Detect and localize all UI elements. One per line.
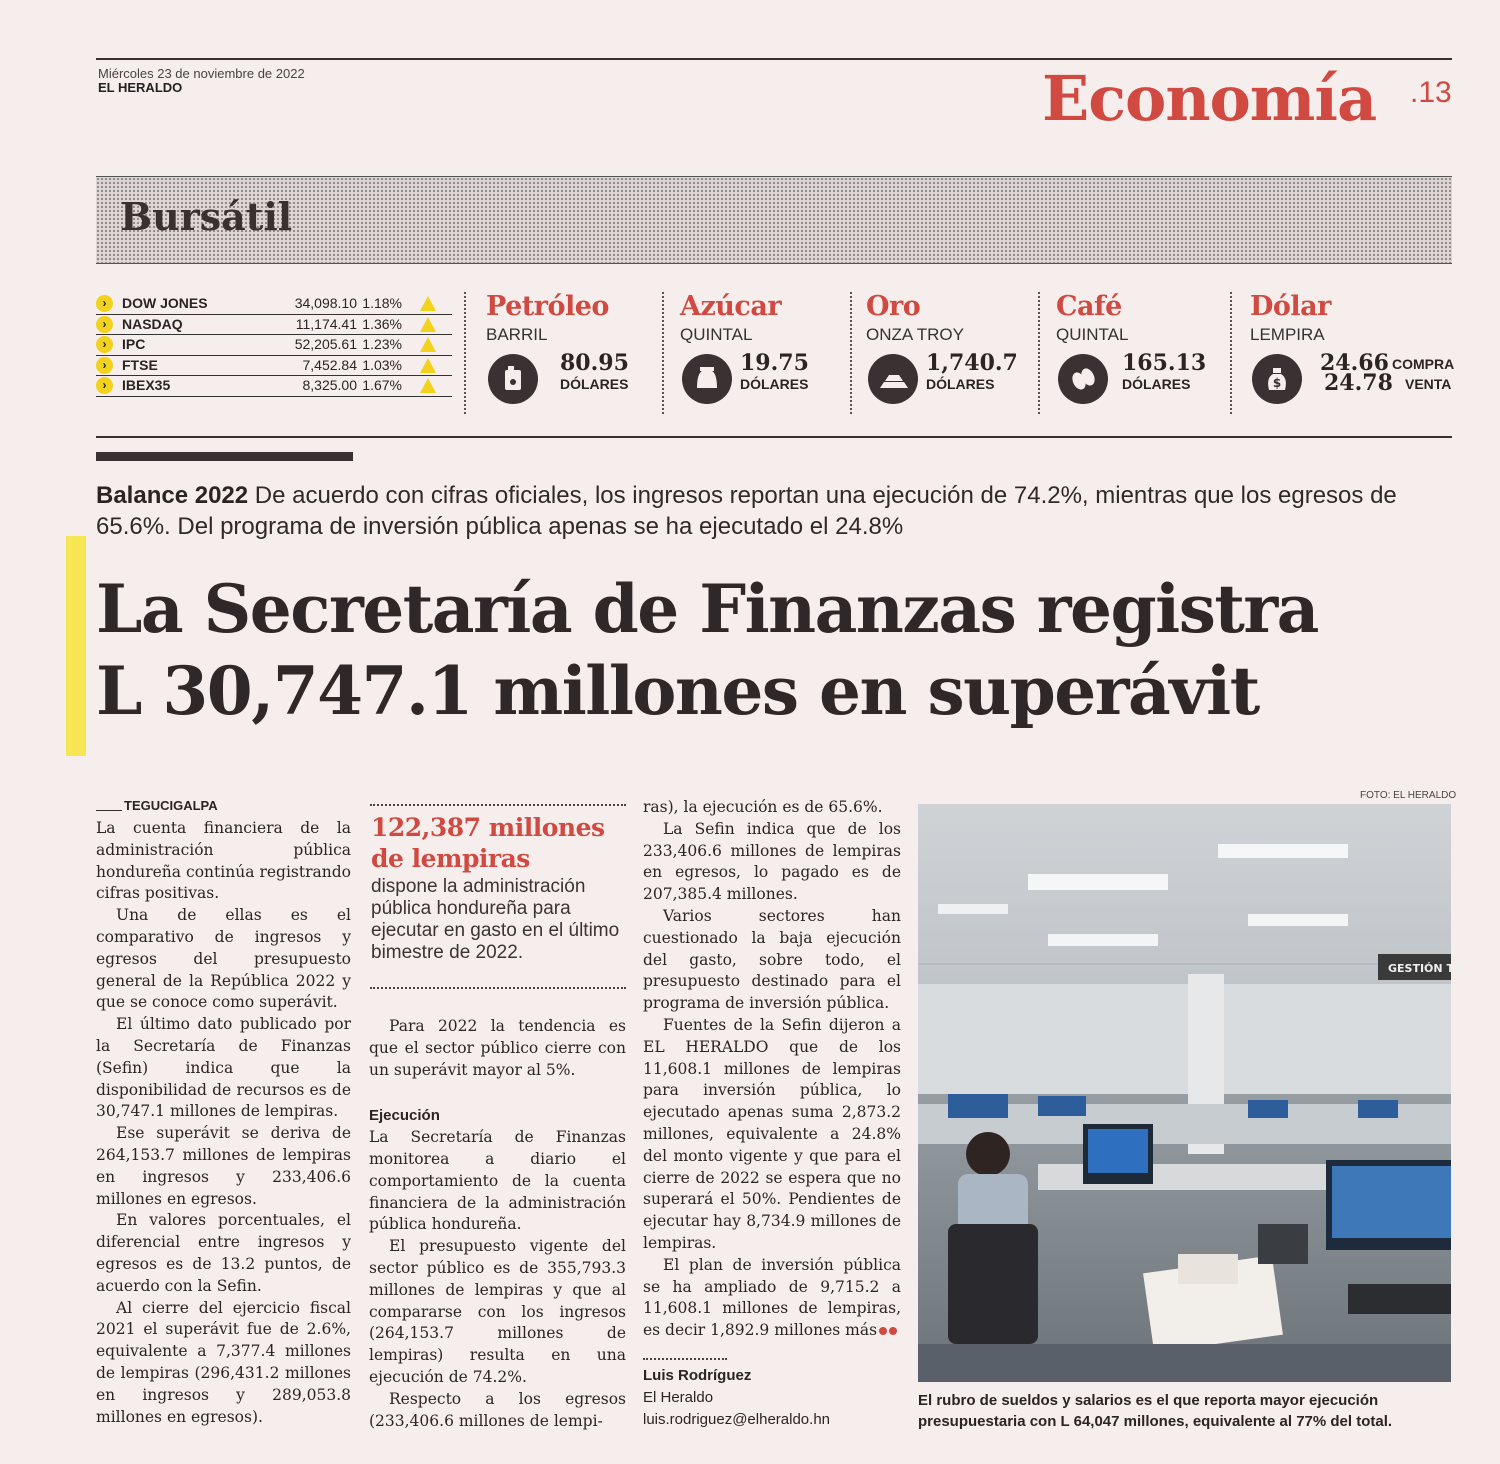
subhead-ejecucion: Ejecución (369, 1107, 440, 1125)
index-change: 1.36% (362, 315, 402, 332)
commodity-cafe (1056, 291, 1226, 392)
index-value: 7,452.84 (302, 356, 357, 373)
index-value: 11,174.41 (295, 315, 357, 332)
dollar-sell-value: 24.78 (1324, 370, 1393, 396)
deck-text: De acuerdo con cifras oficiales, los ingresos reportan una ejecución de 74.2%, mientras que los egresos de 65.6%. Del programa de inversión pública apenas se ha ejecutado el 24.8% (96, 482, 1397, 540)
index-name: IBEX35 (122, 377, 171, 393)
highlighter-mark (66, 536, 86, 756)
commodity-name: Petróleo (486, 291, 609, 322)
paragraph: Respecto a los egresos (233,406.6 millones de lempi- (369, 1389, 626, 1430)
paragraph (643, 1255, 901, 1342)
index-name: FTSE (122, 356, 158, 373)
paper-name: EL HERALDO (98, 80, 183, 95)
paragraph: Ese superávit se deriva de 264,153.7 millones de lempiras en ingresos y 233,406.6 millones en egresos. (96, 1124, 351, 1208)
chevron-right-icon: › (96, 336, 113, 353)
coffee-bean-icon (1058, 354, 1108, 404)
photo-credit: FOTO: EL HERALDO (1360, 790, 1457, 801)
paragraph: ras), la ejecución es de 65.6%. (643, 798, 883, 816)
date-line: Miércoles 23 de noviembre de 2022 (98, 66, 305, 81)
byline-email[interactable]: luis.rodriguez@elheraldo.hn (643, 1411, 831, 1428)
indices-table (96, 294, 452, 397)
end-mark-icon (879, 1327, 887, 1335)
paragraph-text: El plan de inversión pública se ha ampliado de 9,715.2 a 11,608.1 millones de lempiras, es decir 1,892.9 millones más (643, 1255, 901, 1340)
photo-caption: El rubro de sueldos y salarios es el que reporta mayor ejecución presupuestaria con L 64,047 millones, equivalente al 77% del total. (918, 1392, 1393, 1430)
dollar-buy-label: COMPRA (1392, 356, 1455, 372)
body-column-2 (369, 1016, 626, 1432)
paragraph: Al cierre del ejercicio fiscal 2021 el superávit fue de 2.6%, equivalente a 7,377.4 millones de lempiras (296,431.2 millones en ingresos y 289,053.8 millones en egresos). (96, 1298, 351, 1426)
commodity-value: 80.95 (560, 350, 629, 376)
market-separator (662, 292, 664, 414)
deck-label: Balance 2022 (96, 482, 249, 509)
index-row (96, 335, 452, 356)
gold-bars-icon (868, 354, 918, 404)
money-bag-icon (1252, 354, 1302, 404)
index-change: 1.23% (362, 336, 402, 352)
chevron-right-icon: › (96, 316, 113, 333)
paragraph: La cuenta financiera de la administración pública hondureña continúa registrando cifras positivas. (96, 819, 351, 903)
up-arrow-icon (420, 378, 436, 393)
index-row (96, 356, 452, 377)
headline-line: L 30,747.1 millones en superávit (96, 652, 1259, 730)
paragraph: Varios sectores han cuestionado la baja ejecución del gasto, sobre todo, el presupuesto destinado para el programa de inversión pública. (643, 906, 901, 1013)
paragraph: En valores porcentuales, el diferencial entre ingresos y egresos es de 13.2 puntos, de acuerdo con la Sefin. (96, 1211, 351, 1295)
paragraph: El último dato publicado por la Secretaría de Finanzas (Sefin) indica que la disponibilidad de recursos es de 30,747.1 millones de lempiras. (96, 1015, 351, 1121)
dateline: TEGUCIGALPA (124, 798, 218, 813)
paragraph: La Secretaría de Finanzas monitorea a diario el comportamiento de la cuenta financiera de la administración pública hondureña. (369, 1128, 626, 1234)
sugar-sack-icon (682, 354, 732, 404)
commodity-name: Oro (866, 291, 921, 322)
chevron-right-icon: › (96, 357, 113, 374)
commodity-unit: LEMPIRA (1250, 325, 1325, 344)
oil-can-icon (488, 354, 538, 404)
index-value: 52,205.61 (294, 336, 357, 352)
commodity-name: Café (1056, 291, 1122, 322)
commodity-dolar (1250, 291, 1455, 396)
index-row (96, 315, 452, 336)
commodity-currency: DÓLARES (1122, 376, 1191, 392)
commodity-unit: ONZA TROY (866, 325, 964, 344)
up-arrow-icon (420, 296, 436, 311)
pull-quote-number: 122,387 millones de lempiras (371, 813, 605, 873)
index-name: NASDAQ (122, 315, 183, 332)
paragraph: Para 2022 la tendencia es que el sector público cierre con un superávit mayor al 5%. (369, 1017, 626, 1079)
photo-sign-text: GESTIÓN TR (1388, 962, 1463, 975)
up-arrow-icon (420, 337, 436, 352)
commodity-unit: BARRIL (486, 325, 548, 344)
index-row (96, 376, 452, 397)
svg-text:$: $ (1272, 376, 1282, 390)
paragraph: Una de ellas es el comparativo de ingresos y egresos del presupuesto general de la República 2022 y que se conoce como superávit. (96, 906, 351, 1012)
paragraph: El presupuesto vigente del sector público es de 355,793.3 millones de lempiras y que al compararse con los ingresos (264,153.7 millones de lempiras) resulta en una ejecución de 74.2%. (369, 1237, 626, 1386)
dateline-rule (96, 810, 122, 811)
body-column-3 (643, 797, 901, 1342)
market-separator (850, 292, 852, 414)
index-name: IPC (122, 336, 146, 352)
top-rule (96, 58, 1452, 60)
end-mark-icon (889, 1327, 897, 1335)
commodity-value: 19.75 (740, 350, 809, 376)
dollar-sell-label: VENTA (1405, 376, 1452, 392)
body-column-1 (96, 818, 351, 1428)
commodity-currency: DÓLARES (740, 376, 809, 392)
byline-org: El Heraldo (643, 1389, 714, 1406)
commodity-currency: DÓLARES (926, 376, 995, 392)
commodity-azucar (680, 291, 846, 392)
byline-name: Luis Rodríguez (643, 1367, 752, 1384)
index-change: 1.03% (362, 356, 402, 373)
market-bottom-rule (96, 436, 1452, 438)
paragraph: La Sefin indica que de los 233,406.6 millones de lempiras en egresos, lo pagado es de 207,385.4 millones. (643, 819, 901, 904)
market-separator (464, 292, 466, 414)
market-separator (1230, 292, 1232, 414)
bursatil-band (96, 176, 1452, 264)
pull-quote-text: dispone la administración pública hondureña para ejecutar en gasto en el último bimestre de 2022. (371, 876, 620, 963)
chevron-right-icon: › (96, 377, 113, 394)
commodity-value: 1,740.7 (926, 350, 1018, 376)
index-name: DOW JONES (122, 295, 208, 311)
bursatil-title: Bursátil (120, 194, 293, 239)
index-change: 1.18% (362, 295, 402, 311)
index-change: 1.67% (362, 377, 402, 393)
chevron-right-icon: › (96, 295, 113, 312)
office-photo (918, 804, 1463, 1382)
commodity-currency: DÓLARES (560, 376, 629, 392)
index-value: 34,098.10 (294, 295, 357, 311)
pull-quote-rule (370, 804, 626, 806)
commodity-petroleo (486, 291, 656, 392)
headline (96, 568, 1466, 732)
commodity-name: Azúcar (680, 291, 782, 322)
index-value: 8,325.00 (302, 377, 357, 393)
up-arrow-icon (420, 317, 436, 332)
page-number: .13 (1410, 76, 1452, 109)
commodity-value: 165.13 (1122, 350, 1207, 376)
up-arrow-icon (420, 358, 436, 373)
section-title: Economía (1042, 62, 1377, 135)
byline-rule (643, 1358, 727, 1360)
market-separator (1038, 292, 1040, 414)
article-deck (96, 480, 1456, 542)
commodity-name: Dólar (1250, 291, 1331, 322)
paragraph: Fuentes de la Sefin dijeron a EL HERALDO que de los 11,608.1 millones de lempiras para inversión pública, lo ejecutado apenas suma 2,873.2 millones, equivalente a 24.8% del monto vigente y que para el cierre de 2022 se espera que no superará el 50%. Pendientes de ejecutar hay 8,734.9 millones de lempiras. (643, 1015, 901, 1252)
index-row (96, 294, 452, 315)
pull-quote-rule (370, 987, 626, 989)
dollar-buy-value: 24.66 (1320, 350, 1389, 376)
commodity-oro (866, 291, 1034, 392)
kicker-rule (96, 452, 353, 461)
commodity-unit: QUINTAL (680, 325, 753, 344)
headline-line: La Secretaría de Finanzas registra (96, 570, 1318, 648)
commodity-unit: QUINTAL (1056, 325, 1129, 344)
